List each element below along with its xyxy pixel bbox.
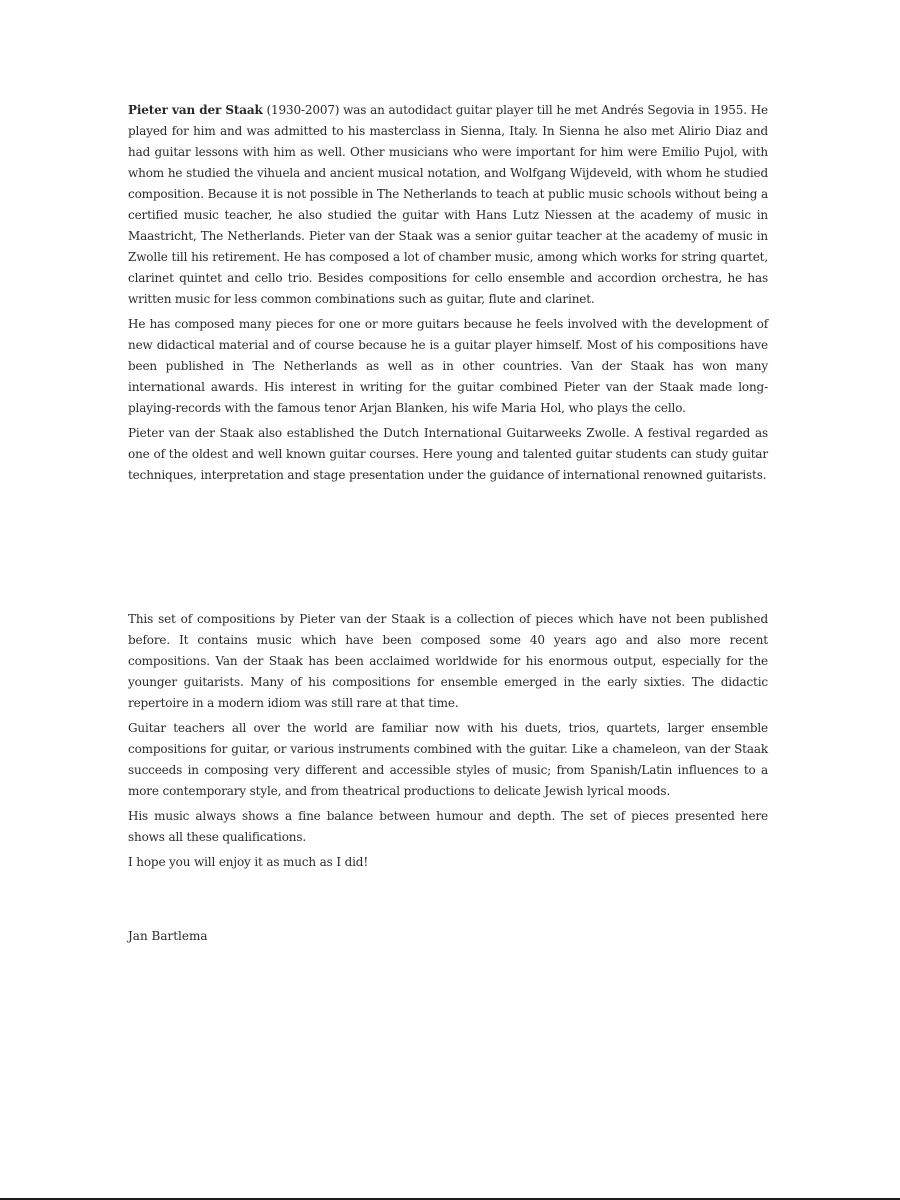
biography-section [128,100,768,490]
bio-paragraph [128,100,768,310]
bio-paragraph: He has composed many pieces for one or more guitars because he feels involved with the development of new didactical material and of course because he is a guitar player himself. Most of his compositions have been published in The Netherlands as well as in other countries. Van der Staak has won many international awards. His interest in writing for the guitar combined Pieter van der Staak made long-playing-records with the famous tenor Arjan Blanken, his wife Maria Hol, who plays the cello. [128,317,768,415]
intro-paragraph: His music always shows a fine balance between humour and depth. The set of pieces presented here shows all these qualifications. [128,809,768,844]
bio-paragraph-text: (1930-2007) was an autodidact guitar player till he met Andrés Segovia in 1955. He played for him and was admitted to his masterclass in Sienna, Italy. In Sienna he also met Alirio Diaz and had guitar lessons with him as well. Other musicians who were important for him were Emilio Pujol, with whom he studied the vihuela and ancient musical notation, and Wolfgang Wijdeveld, with whom he studied composition. Because it is not possible in The Netherlands to teach at public music schools without being a certified music teacher, he also studied the guitar with Hans Lutz Niessen at the academy of music in Maastricht, The Netherlands. Pieter van der Staak was a senior guitar teacher at the academy of music in Zwolle till his retirement. He has composed a lot of chamber music, among which works for string quartet, clarinet quintet and cello trio. Besides compositions for cello ensemble and accordion orchestra, he has written music for less common combinations such as guitar, flute and clarinet. [128,103,768,306]
intro-paragraph: I hope you will enjoy it as much as I did! [128,855,368,869]
intro-paragraph: This set of compositions by Pieter van der Staak is a collection of pieces which have not been published before. It contains music which have been composed some 40 years ago and also more recent compositions. Van der Staak has been acclaimed worldwide for his enormous output, especially for the younger guitarists. Many of his compositions for ensemble emerged in the early sixties. The didactic repertoire in a modern idiom was still rare at that time. [128,612,768,710]
composer-name: Pieter van der Staak [128,103,263,117]
introduction-section [128,609,768,877]
author-signature: Jan Bartlema [128,929,208,943]
intro-paragraph: Guitar teachers all over the world are familiar now with his duets, trios, quartets, larger ensemble compositions for guitar, or various instruments combined with the guitar. Like a chameleon, van der Staak succeeds in composing very different and accessible styles of music; from Spanish/Latin influences to a more contemporary style, and from theatrical productions to delicate Jewish lyrical moods. [128,721,768,798]
bio-paragraph: Pieter van der Staak also established the Dutch International Guitarweeks Zwolle. A festival regarded as one of the oldest and well known guitar courses. Here young and talented guitar students can study guitar techniques, interpretation and stage presentation under the guidance of international renowned guitarists. [128,426,768,482]
